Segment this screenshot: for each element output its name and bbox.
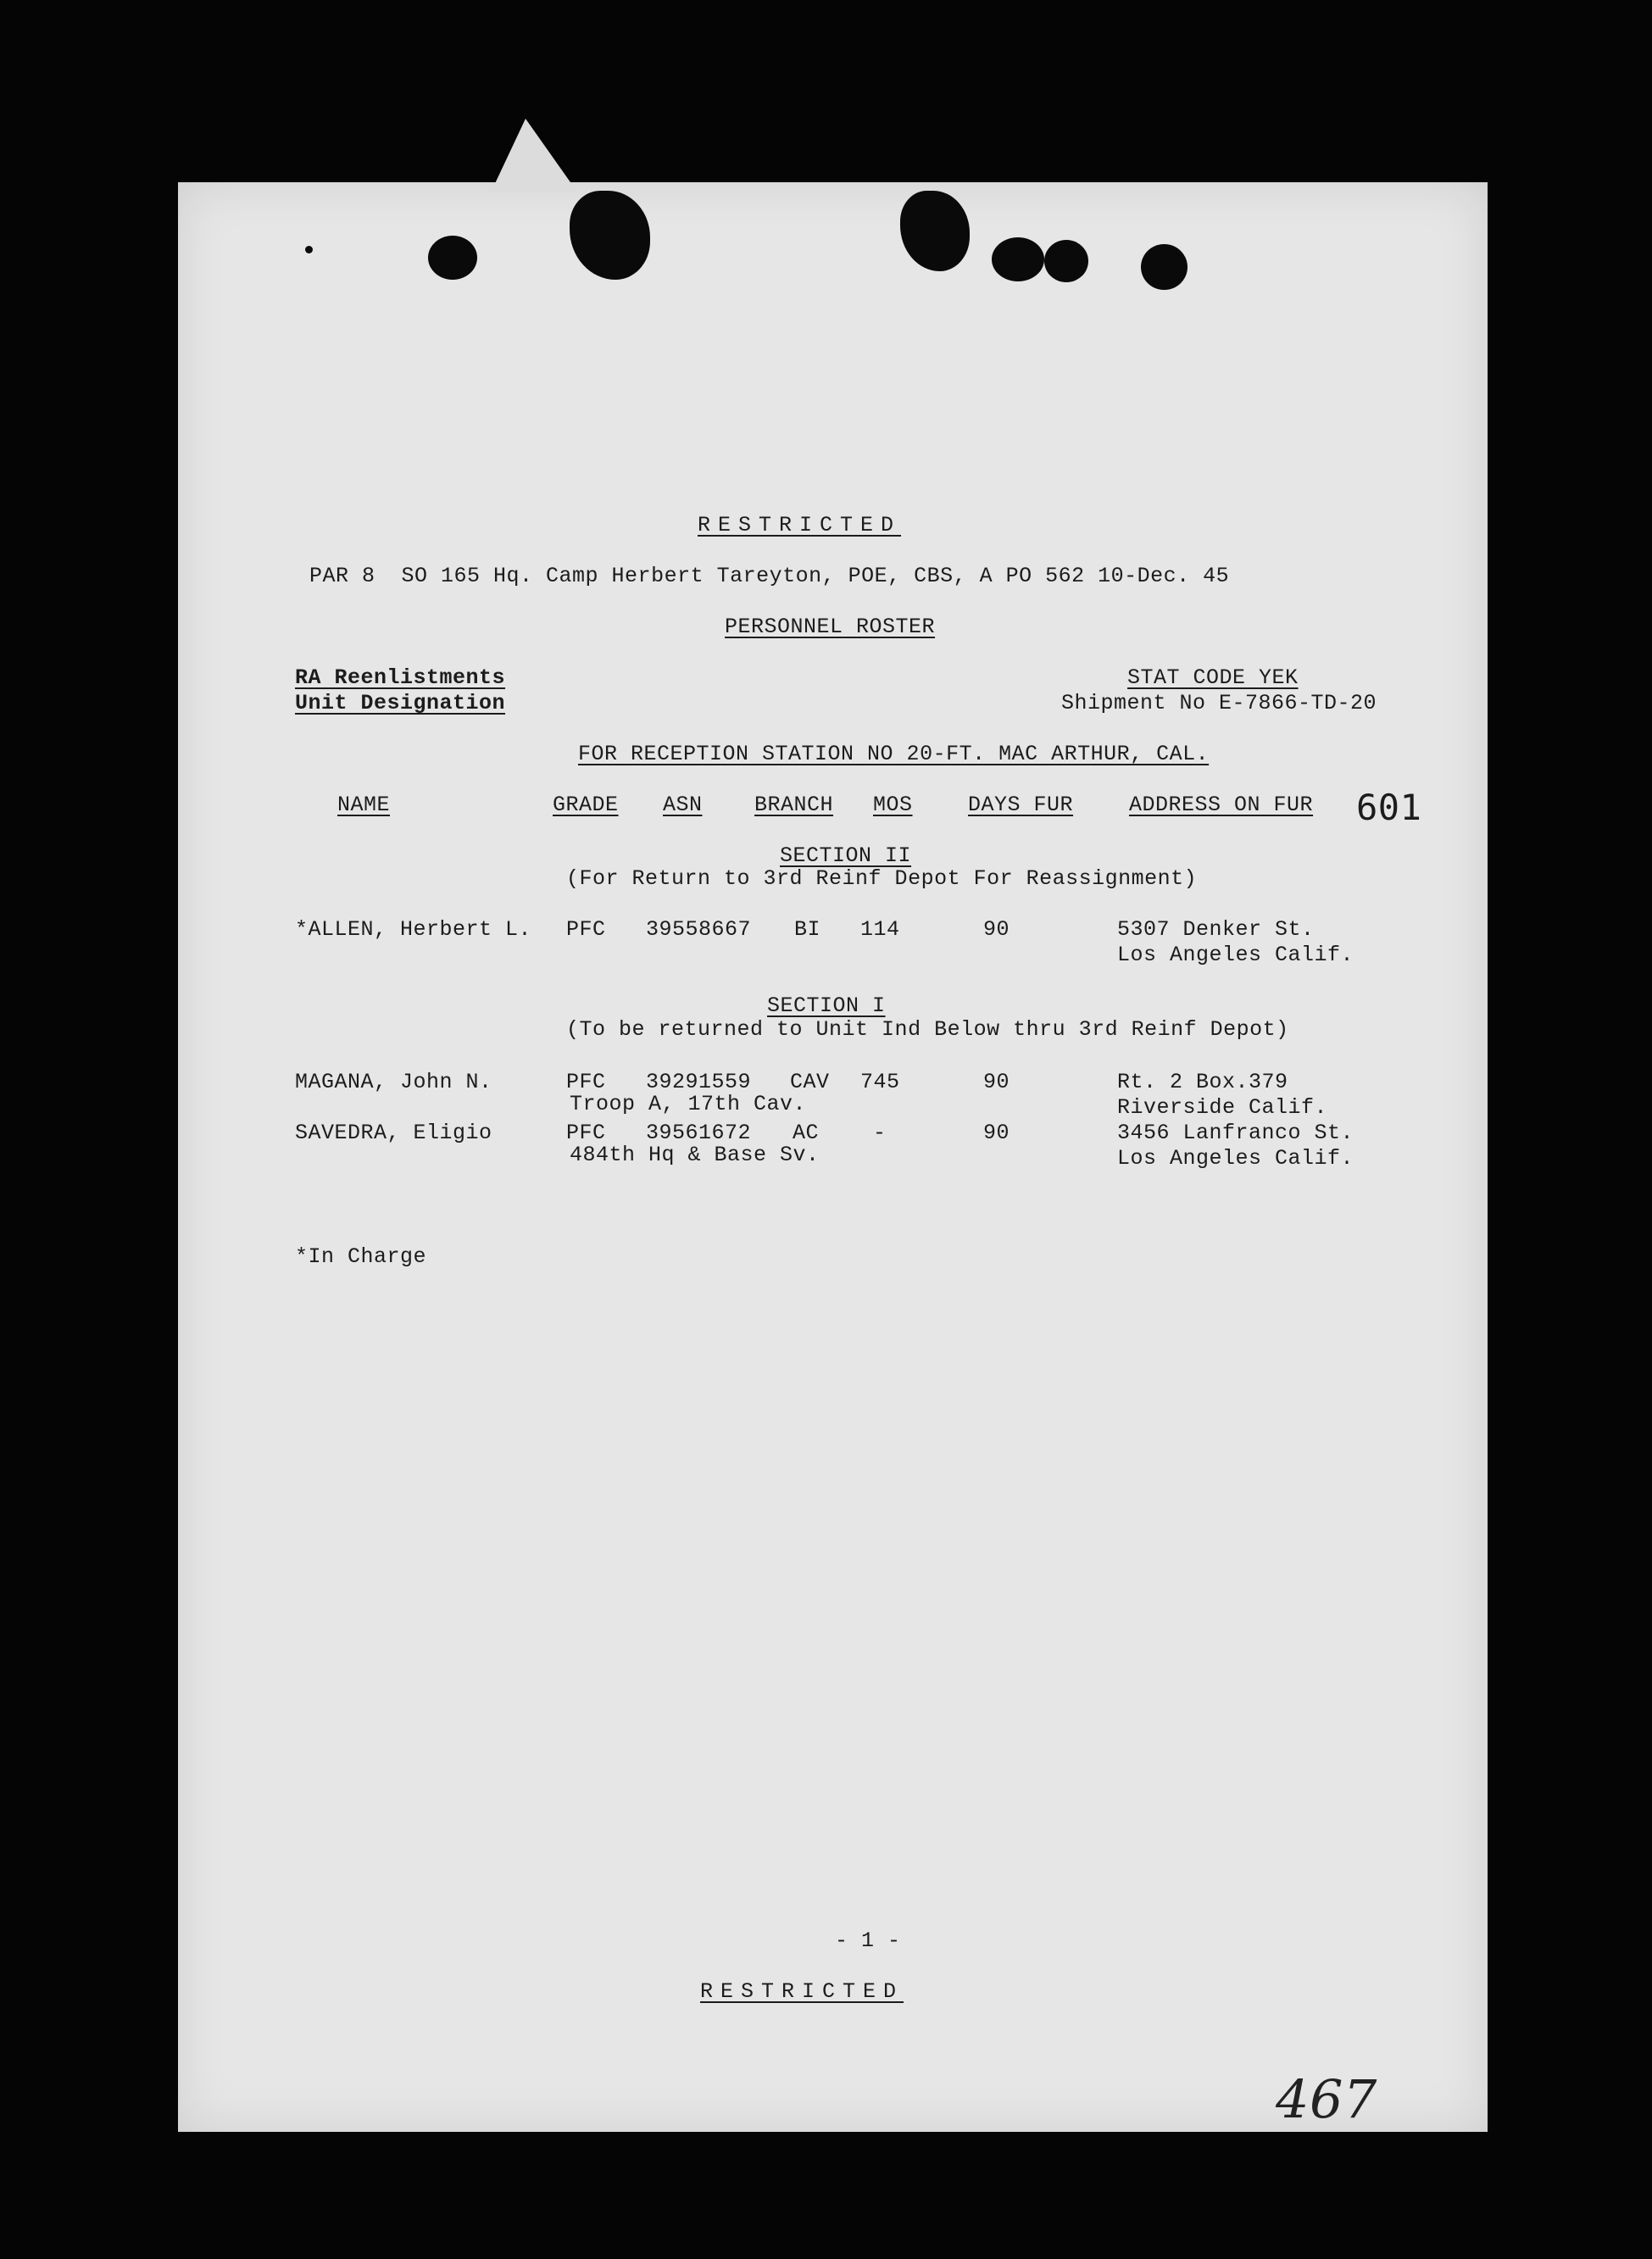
- footnote-in-charge: *In Charge: [295, 1244, 427, 1269]
- row-1-address-line2: Los Angeles Calif.: [1117, 943, 1354, 967]
- col-grade: GRADE: [553, 793, 619, 817]
- row-3-asn: 39561672: [646, 1121, 752, 1145]
- row-2-name: MAGANA, John N.: [295, 1070, 492, 1094]
- row-2-asn: 39291559: [646, 1070, 752, 1094]
- col-days-fur: DAYS FUR: [968, 793, 1074, 817]
- row-2-address-line2: Riverside Calif.: [1117, 1095, 1328, 1120]
- col-address: ADDRESS ON FUR: [1129, 793, 1314, 817]
- row-1-name: *ALLEN, Herbert L.: [295, 917, 532, 942]
- col-name: NAME: [337, 793, 391, 817]
- paper-tab: [492, 119, 576, 191]
- left-header-unit-designation: Unit Designation: [295, 691, 506, 715]
- stamp-number: 601: [1356, 787, 1422, 828]
- shipment-number: Shipment No E-7866-TD-20: [1061, 691, 1377, 715]
- stat-code: STAT CODE YEK: [1127, 665, 1299, 690]
- col-branch: BRANCH: [754, 793, 834, 817]
- row-1-days: 90: [983, 917, 1010, 942]
- handwritten-page-number: 467: [1276, 2068, 1377, 2130]
- row-1-address-line1: 5307 Denker St.: [1117, 917, 1315, 942]
- punch-hole: [305, 246, 313, 253]
- row-2-grade: PFC: [566, 1070, 606, 1094]
- row-2-unit: Troop A, 17th Cav.: [570, 1092, 807, 1116]
- row-3-days: 90: [983, 1121, 1010, 1145]
- punch-hole: [992, 237, 1044, 281]
- row-3-mos: -: [873, 1121, 887, 1145]
- section-i-title: SECTION I: [767, 993, 886, 1018]
- row-1-asn: 39558667: [646, 917, 752, 942]
- restricted-top: RESTRICTED: [698, 513, 902, 537]
- row-2-mos: 745: [860, 1070, 900, 1094]
- page-number: - 1 -: [835, 1928, 901, 1953]
- row-2-branch: CAV: [790, 1070, 830, 1094]
- row-3-address-line1: 3456 Lanfranco St.: [1117, 1121, 1354, 1145]
- punch-hole: [1141, 244, 1188, 290]
- row-3-name: SAVEDRA, Eligio: [295, 1121, 492, 1145]
- section-ii-title: SECTION II: [780, 843, 912, 868]
- row-2-days: 90: [983, 1070, 1010, 1094]
- restricted-bottom: RESTRICTED: [700, 1979, 904, 2004]
- row-3-unit: 484th Hq & Base Sv.: [570, 1143, 820, 1167]
- row-1-mos: 114: [860, 917, 900, 942]
- destination-line: FOR RECEPTION STATION NO 20-FT. MAC ARTHUR, CAL.: [578, 742, 1210, 766]
- roster-title: PERSONNEL ROSTER: [725, 615, 936, 639]
- section-ii-note: (For Return to 3rd Reinf Depot For Reassignment): [566, 866, 1198, 891]
- row-3-address-line2: Los Angeles Calif.: [1117, 1146, 1354, 1171]
- row-1-branch: BI: [794, 917, 821, 942]
- punch-hole: [428, 236, 477, 280]
- col-asn: ASN: [663, 793, 703, 817]
- section-i-note: (To be returned to Unit Ind Below thru 3rd Reinf Depot): [566, 1017, 1289, 1042]
- left-header-reenlistments: RA Reenlistments: [295, 665, 506, 690]
- row-2-address-line1: Rt. 2 Box.379: [1117, 1070, 1288, 1094]
- row-1-grade: PFC: [566, 917, 606, 942]
- punch-hole: [1044, 240, 1088, 282]
- col-mos: MOS: [873, 793, 913, 817]
- row-3-branch: AC: [793, 1121, 820, 1145]
- row-3-grade: PFC: [566, 1121, 606, 1145]
- order-line: PAR 8 SO 165 Hq. Camp Herbert Tareyton, POE, CBS, A PO 562 10-Dec. 45: [309, 564, 1230, 588]
